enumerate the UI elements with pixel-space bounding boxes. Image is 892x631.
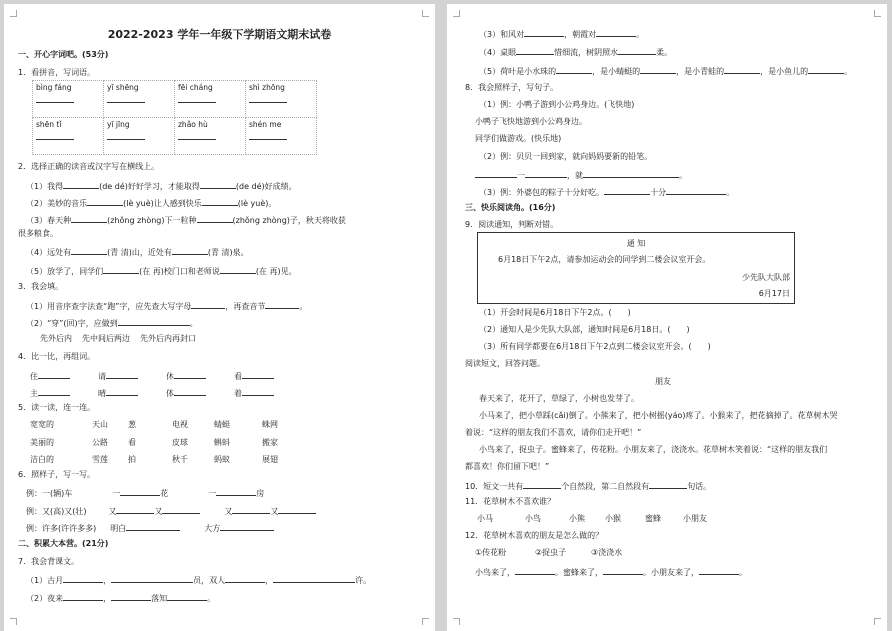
match-word[interactable]: 公路 bbox=[92, 438, 108, 447]
match-word[interactable]: 电视 bbox=[172, 420, 188, 429]
question-7: 7．我会背课文。 bbox=[18, 557, 80, 566]
match-word[interactable]: 蜻蜓 bbox=[214, 420, 230, 429]
q9-item-1[interactable]: （1）开会时间是6月18日下午2点。( ) bbox=[479, 308, 631, 317]
question-1: 1．看拼音，写词语。 bbox=[18, 68, 96, 77]
question-5: 5．读一读，连一连。 bbox=[18, 403, 96, 412]
match-word[interactable]: 搬家 bbox=[262, 438, 278, 447]
question-11: 11．花草树木不喜欢谁？ bbox=[465, 497, 556, 506]
match-word[interactable]: 蝌蚪 bbox=[214, 438, 230, 447]
q2-line-2 bbox=[26, 197, 276, 209]
reading-heading: 阅读短文，回答问题。 bbox=[465, 359, 545, 368]
notice-signature: 少先队大队部 bbox=[742, 273, 790, 282]
answer-blank[interactable] bbox=[724, 65, 760, 74]
answer-blank[interactable] bbox=[111, 592, 151, 601]
answer-blank[interactable] bbox=[107, 139, 145, 140]
option[interactable]: 先中间后两边 bbox=[82, 334, 130, 343]
text: （2）夜来 bbox=[26, 594, 64, 603]
answer-blank[interactable] bbox=[525, 169, 567, 178]
text: ，就 bbox=[567, 171, 583, 180]
question-9: 9．阅读通知，判断对错。 bbox=[465, 220, 559, 229]
char: 晴 bbox=[98, 389, 106, 398]
text: 。 bbox=[726, 188, 735, 197]
question-4: 4．比一比，再组词。 bbox=[18, 352, 96, 361]
text: (在 再)校门口和老师说 bbox=[139, 267, 220, 276]
text: 明白 bbox=[110, 524, 127, 533]
story-paragraph-1: 春天来了，花开了，草绿了，小树也发芽了。 bbox=[479, 394, 639, 403]
q3-options bbox=[40, 334, 196, 344]
answer-blank[interactable] bbox=[36, 139, 74, 140]
match-word[interactable]: 蚂蚁 bbox=[214, 455, 230, 464]
text: （5）放学了，同学们 bbox=[26, 267, 104, 276]
match-word[interactable]: 洁白的 bbox=[30, 455, 54, 464]
char: 请 bbox=[98, 372, 106, 381]
char: 休 bbox=[166, 372, 174, 381]
text: （3）例：外婆包的粽子十分好吃。 bbox=[479, 188, 605, 197]
text: 。 bbox=[739, 568, 747, 577]
q2-line-3 bbox=[26, 214, 346, 226]
question-2: 2．选择正确的读音或汉字写在横线上。 bbox=[18, 162, 160, 171]
option[interactable]: 蜜蜂 bbox=[645, 514, 661, 523]
char: 着 bbox=[234, 389, 242, 398]
option[interactable]: 小猴 bbox=[605, 514, 621, 523]
text: 又 bbox=[224, 507, 233, 516]
notice-date: 6月17日 bbox=[758, 289, 790, 298]
answer-blank[interactable] bbox=[174, 387, 206, 396]
margin-mark bbox=[453, 618, 460, 625]
answer-blank[interactable] bbox=[106, 370, 138, 379]
match-word[interactable]: 展翅 bbox=[262, 455, 278, 464]
answer-blank[interactable] bbox=[278, 505, 316, 514]
margin-mark bbox=[422, 10, 429, 17]
story-paragraph-3: 小鸟来了，捉虫子。蜜蜂来了，传花粉。小朋友来了，浇浇水。花草树木笑着说：“这样的朋友我们 bbox=[479, 445, 828, 454]
pinyin-text: bìng fáng bbox=[36, 83, 72, 92]
answer-blank[interactable] bbox=[63, 592, 103, 601]
text: (青 清)泉。 bbox=[207, 248, 249, 257]
answer-blank[interactable] bbox=[107, 102, 145, 103]
pinyin-table bbox=[32, 80, 317, 155]
question-10 bbox=[465, 480, 711, 492]
q2-line-3-cont: 很多粮食。 bbox=[18, 229, 58, 238]
pinyin-cell[interactable] bbox=[104, 118, 175, 155]
text: （1）用音序查字法查“跑”字，应先查大写字母 bbox=[26, 302, 192, 311]
answer-blank[interactable] bbox=[583, 169, 679, 178]
answer-blank[interactable] bbox=[200, 180, 236, 189]
match-word[interactable]: 蛛网 bbox=[262, 420, 278, 429]
text: (de dé)好成绩。 bbox=[235, 182, 297, 191]
q4-row-2 bbox=[30, 387, 274, 399]
text: 句话。 bbox=[687, 482, 712, 491]
story-paragraph-2-cont: 着说：“这样的朋友我们不喜欢，请你们走开吧！” bbox=[465, 428, 642, 437]
text: （4）桌眼 bbox=[479, 48, 517, 57]
text: 。 bbox=[207, 594, 216, 603]
answer-blank[interactable] bbox=[172, 246, 208, 255]
answer-blank[interactable] bbox=[111, 574, 193, 583]
q12-answer-line bbox=[475, 566, 747, 578]
text: 十分 bbox=[650, 188, 667, 197]
text: 一 bbox=[517, 171, 525, 180]
question-12: 12．花草树木喜欢的朋友是怎么做的？ bbox=[465, 531, 604, 540]
text: (zhǒng zhòng)下一粒种 bbox=[107, 216, 197, 225]
q8-example-2: （2）例：贝贝一回到家，就向妈妈要新的铅笔。 bbox=[479, 152, 653, 161]
answer-blank[interactable] bbox=[191, 300, 225, 309]
answer-blank[interactable] bbox=[174, 370, 206, 379]
answer-blank[interactable] bbox=[618, 46, 656, 55]
char: 体 bbox=[166, 389, 174, 398]
text: ， bbox=[103, 594, 112, 603]
pinyin-text: yī jīng bbox=[107, 120, 130, 129]
text: 落知 bbox=[151, 594, 168, 603]
text: 。蜜蜂来了， bbox=[555, 568, 603, 577]
text: （3）和风对 bbox=[479, 30, 525, 39]
match-word[interactable]: 看 bbox=[128, 438, 136, 447]
text: ， bbox=[103, 576, 112, 585]
option[interactable]: 小朋友 bbox=[683, 514, 707, 523]
q2-line-1 bbox=[26, 180, 297, 192]
text: (lè yuè)。 bbox=[237, 199, 277, 208]
answer-blank[interactable] bbox=[197, 214, 233, 223]
q3-line-2 bbox=[26, 317, 198, 329]
answer-blank[interactable] bbox=[249, 139, 287, 140]
text: （1）古月 bbox=[26, 576, 64, 585]
match-word[interactable]: 雪莲 bbox=[92, 455, 108, 464]
text: ，是小蜻蜓的 bbox=[592, 67, 641, 76]
text: （4）远处有 bbox=[26, 248, 72, 257]
answer-blank[interactable] bbox=[225, 574, 265, 583]
option[interactable]: ③浇浇水 bbox=[591, 548, 623, 557]
q9-item-3[interactable]: （3）所有同学都要在6月18日下午2点到二楼会议室开会。( ) bbox=[479, 342, 711, 351]
option[interactable]: ①传花粉 bbox=[475, 548, 507, 557]
text: 惜细流，树阴照水 bbox=[554, 48, 619, 57]
q2-line-4 bbox=[26, 246, 249, 258]
q8-example-1: （1）例：小鸭子游到小公鸡身边。(飞快地) bbox=[479, 100, 635, 109]
text: 。 bbox=[636, 30, 645, 39]
text: (lè yuè)让人感到快乐 bbox=[123, 199, 202, 208]
margin-mark bbox=[453, 10, 460, 17]
option[interactable]: 小熊 bbox=[569, 514, 585, 523]
text: (在 再)见。 bbox=[255, 267, 297, 276]
text: 一 bbox=[208, 489, 217, 498]
pinyin-cell[interactable] bbox=[33, 118, 104, 155]
answer-blank[interactable] bbox=[220, 522, 274, 531]
q4-row-1 bbox=[30, 370, 274, 382]
text: ， bbox=[265, 576, 274, 585]
text: 。 bbox=[679, 171, 687, 180]
q8-task-1: 同学们做游戏。(快乐地) bbox=[475, 134, 562, 143]
answer-blank[interactable] bbox=[249, 102, 287, 103]
text: 小鸟来了， bbox=[475, 568, 515, 577]
match-word[interactable]: 拍 bbox=[128, 455, 136, 464]
answer-blank[interactable] bbox=[808, 65, 844, 74]
option[interactable]: 先外后内再封口 bbox=[140, 334, 196, 343]
answer-blank[interactable] bbox=[273, 574, 355, 583]
text: ，是小鱼儿的 bbox=[760, 67, 809, 76]
text: 许。 bbox=[355, 576, 372, 585]
answer-blank[interactable] bbox=[556, 65, 592, 74]
answer-blank[interactable] bbox=[515, 566, 555, 575]
pinyin-cell[interactable] bbox=[175, 81, 246, 118]
answer-blank[interactable] bbox=[699, 566, 739, 575]
text: （5）荷叶是小水珠的 bbox=[479, 67, 557, 76]
match-word[interactable]: 宽宽的 bbox=[30, 420, 54, 429]
exam-title: 2022-2023 学年一年级下学期语文期末试卷 bbox=[107, 28, 332, 41]
option[interactable]: 先外后内 bbox=[40, 334, 72, 343]
text: （3）春天种 bbox=[26, 216, 72, 225]
q8-example-3 bbox=[479, 186, 734, 198]
pinyin-cell[interactable] bbox=[104, 81, 175, 118]
answer-blank[interactable] bbox=[666, 186, 726, 195]
match-word[interactable]: 秋千 bbox=[172, 455, 188, 464]
text: 。 bbox=[844, 67, 853, 76]
answer-blank[interactable] bbox=[604, 186, 650, 195]
question-6: 6．照样子，写一写。 bbox=[18, 470, 96, 479]
answer-blank[interactable] bbox=[63, 180, 99, 189]
answer-blank[interactable] bbox=[516, 46, 554, 55]
text: 又 bbox=[108, 507, 117, 516]
option[interactable]: 小鸟 bbox=[525, 514, 541, 523]
question-8: 8．我会照样子，写句子。 bbox=[465, 83, 559, 92]
pinyin-text: shēn tǐ bbox=[36, 120, 62, 129]
text: ，是小青蛙的 bbox=[676, 67, 725, 76]
section-heading: 一、开心字词吧。(53分) bbox=[18, 50, 109, 59]
text: (zhǒng zhòng)子，秋天将收获 bbox=[232, 216, 346, 225]
q7-line-4 bbox=[479, 46, 672, 58]
answer-blank[interactable] bbox=[603, 566, 643, 575]
q8-task-2 bbox=[475, 169, 687, 181]
text: 10．短文一共有 bbox=[465, 482, 524, 491]
answer-blank[interactable] bbox=[106, 387, 138, 396]
answer-blank[interactable] bbox=[524, 28, 564, 37]
answer-blank[interactable] bbox=[202, 197, 238, 206]
match-word[interactable]: 天山 bbox=[92, 420, 108, 429]
text: 一 bbox=[112, 489, 121, 498]
margin-mark bbox=[422, 618, 429, 625]
question-3: 3．我会填。 bbox=[18, 282, 64, 291]
pinyin-text: shì zhōng bbox=[249, 83, 285, 92]
char: 看 bbox=[234, 372, 242, 381]
text: ，朝霞对 bbox=[564, 30, 597, 39]
text: 。 bbox=[189, 319, 198, 328]
pinyin-cell[interactable] bbox=[33, 81, 104, 118]
text: ，再查音节 bbox=[225, 302, 266, 311]
story-title: 朋友 bbox=[655, 377, 671, 386]
answer-blank[interactable] bbox=[242, 370, 274, 379]
answer-blank[interactable] bbox=[120, 487, 160, 496]
text: 例：许多(许许多多) bbox=[26, 524, 97, 533]
notice-body: 6月18日下午2点，请参加运动会的同学到二楼会议室开会。 bbox=[498, 255, 711, 264]
margin-mark bbox=[874, 10, 881, 17]
pinyin-text: zhǎo hù bbox=[178, 120, 208, 129]
margin-mark bbox=[874, 618, 881, 625]
char: 住 bbox=[30, 372, 38, 381]
text: 。小朋友来了， bbox=[643, 568, 699, 577]
exam-page-2 bbox=[447, 4, 887, 631]
answer-blank[interactable] bbox=[640, 65, 676, 74]
text: （2）“穿”(回)字，应做到 bbox=[26, 319, 118, 328]
q9-item-2[interactable]: （2）通知人是少先队大队部，通知时间是6月18日。( ) bbox=[479, 325, 690, 334]
answer-blank[interactable] bbox=[265, 300, 299, 309]
q8-example-1-answer: 小鸭子飞快地游到小公鸡身边。 bbox=[475, 117, 587, 126]
pinyin-cell[interactable] bbox=[175, 118, 246, 155]
answer-blank[interactable] bbox=[216, 487, 256, 496]
story-paragraph-2: 小马来了，把小草踩(cǎi)倒了。小熊来了，把小树摇(yáo)疼了。小猴来了，把花摘掉了。花草树木哭 bbox=[479, 411, 838, 420]
notice-box bbox=[477, 232, 795, 304]
text: 个自然段，第二自然段有 bbox=[561, 482, 650, 491]
text: (青 清)山，近处有 bbox=[107, 248, 172, 257]
q7-line-5 bbox=[479, 65, 852, 77]
text: （2）美妙的音乐 bbox=[26, 199, 88, 208]
margin-mark bbox=[10, 10, 17, 17]
answer-blank[interactable] bbox=[71, 246, 107, 255]
section-heading: 二、积累大本营。(21分) bbox=[18, 539, 109, 548]
q7-line-2 bbox=[26, 592, 215, 604]
text: 柔。 bbox=[656, 48, 673, 57]
answer-blank[interactable] bbox=[126, 522, 180, 531]
text: 大方 bbox=[204, 524, 221, 533]
section-heading: 三、快乐阅读角。(16分) bbox=[465, 203, 556, 212]
pinyin-cell[interactable] bbox=[246, 81, 317, 118]
answer-blank[interactable] bbox=[87, 197, 123, 206]
answer-blank[interactable] bbox=[649, 480, 687, 489]
answer-blank[interactable] bbox=[118, 317, 190, 326]
notice-title: 通 知 bbox=[626, 239, 646, 248]
pinyin-text: fēi cháng bbox=[178, 83, 213, 92]
answer-blank[interactable] bbox=[38, 387, 70, 396]
q3-line-1 bbox=[26, 300, 307, 312]
text: 例：又(高)又(壮) bbox=[26, 507, 87, 516]
text: 又 bbox=[270, 507, 279, 516]
pinyin-cell[interactable] bbox=[246, 118, 317, 155]
text: 例：一(辆)车 bbox=[26, 489, 73, 498]
answer-blank[interactable] bbox=[116, 505, 154, 514]
exam-page-1 bbox=[4, 4, 435, 631]
answer-blank[interactable] bbox=[36, 102, 74, 103]
text: (de dé)好好学习，才能取得 bbox=[99, 182, 200, 191]
answer-blank[interactable] bbox=[38, 370, 70, 379]
answer-blank[interactable] bbox=[596, 28, 636, 37]
text: 又 bbox=[154, 507, 163, 516]
answer-blank[interactable] bbox=[523, 480, 561, 489]
text: 房 bbox=[256, 489, 265, 498]
char: 主 bbox=[30, 389, 38, 398]
margin-mark bbox=[10, 618, 17, 625]
text: 员，双人 bbox=[193, 576, 226, 585]
match-word[interactable]: 美丽的 bbox=[30, 438, 54, 447]
pinyin-text: shén me bbox=[249, 120, 282, 129]
match-word[interactable]: 皮球 bbox=[172, 438, 188, 447]
answer-blank[interactable] bbox=[232, 505, 270, 514]
text: 花 bbox=[160, 489, 169, 498]
answer-blank[interactable] bbox=[242, 387, 274, 396]
q7-line-1 bbox=[26, 574, 371, 586]
answer-blank[interactable] bbox=[220, 265, 256, 274]
q6-line-3 bbox=[26, 522, 274, 534]
answer-blank[interactable] bbox=[103, 265, 139, 274]
answer-blank[interactable] bbox=[63, 574, 103, 583]
answer-blank[interactable] bbox=[162, 505, 200, 514]
answer-blank[interactable] bbox=[475, 169, 517, 178]
story-paragraph-3-cont: 都喜欢！你们留下吧！” bbox=[465, 462, 550, 471]
pinyin-text: yī shēng bbox=[107, 83, 139, 92]
answer-blank[interactable] bbox=[71, 214, 107, 223]
q2-line-5 bbox=[26, 265, 297, 277]
option[interactable]: 小马 bbox=[477, 514, 493, 523]
text: （1）我得 bbox=[26, 182, 64, 191]
answer-blank[interactable] bbox=[178, 102, 216, 103]
text: 。 bbox=[299, 302, 308, 311]
q7-line-3 bbox=[479, 28, 644, 40]
match-word[interactable]: 葱 bbox=[128, 420, 136, 429]
answer-blank[interactable] bbox=[167, 592, 207, 601]
option[interactable]: ②捉虫子 bbox=[535, 548, 567, 557]
q6-line-1 bbox=[26, 487, 264, 499]
answer-blank[interactable] bbox=[178, 139, 216, 140]
q6-line-2 bbox=[26, 505, 316, 517]
